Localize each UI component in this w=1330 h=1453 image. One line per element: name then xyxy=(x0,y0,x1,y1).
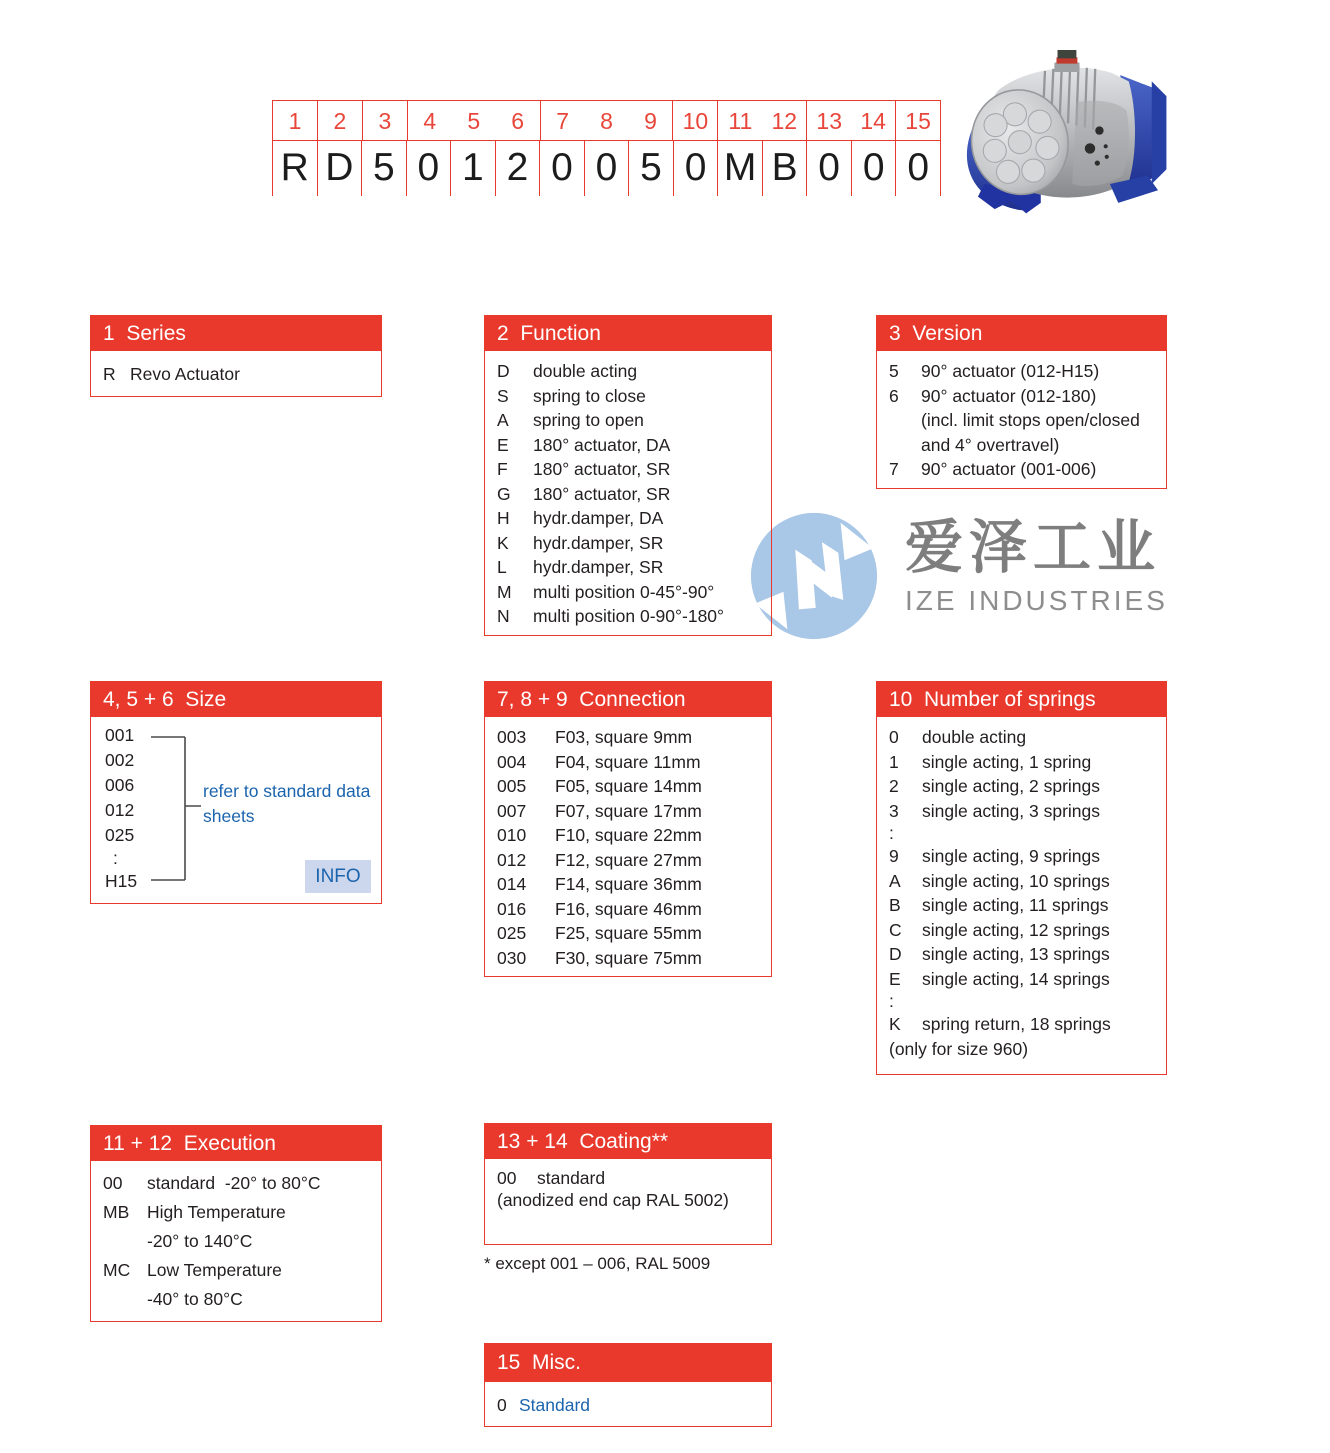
option-description: F12, square 27mm xyxy=(555,849,702,870)
option-code: 7 xyxy=(889,459,899,479)
size-code: 002 xyxy=(105,750,135,770)
option-code: 00 xyxy=(103,1173,123,1193)
option-description: F16, square 46mm xyxy=(555,898,702,919)
code-character: 0 xyxy=(852,141,897,196)
option-row xyxy=(485,384,771,409)
position-number: 12 xyxy=(762,101,807,140)
option-description: single acting, 13 springs xyxy=(922,944,1110,964)
box-springs-title: 10 Number of springs xyxy=(877,682,1166,717)
position-number: 2 xyxy=(318,101,363,140)
code-character: R xyxy=(273,141,318,196)
position-number: 5 xyxy=(467,108,481,134)
box-execution xyxy=(90,1125,382,1322)
option-code: 004 xyxy=(497,751,527,772)
box-function-body xyxy=(485,351,771,635)
option-code: MB xyxy=(103,1202,130,1222)
option-code: 003 xyxy=(497,727,527,747)
option-code: E xyxy=(497,434,509,455)
bracket-icon xyxy=(147,728,209,890)
option-row xyxy=(91,359,381,390)
option-row xyxy=(485,823,771,848)
option-row xyxy=(91,1285,381,1314)
option-row xyxy=(485,1390,771,1420)
option-code: 005 xyxy=(497,776,527,796)
option-code: 00 xyxy=(497,1168,517,1188)
code-character: B xyxy=(763,141,808,196)
position-number: 14 xyxy=(851,101,896,140)
option-code: B xyxy=(889,895,901,915)
box-execution-body xyxy=(91,1161,381,1320)
option-row xyxy=(485,872,771,897)
watermark-chinese: 爱泽工业 xyxy=(905,515,1162,580)
option-description: (only for size 960) xyxy=(889,1038,1029,1059)
option-code: 012 xyxy=(497,849,527,870)
option-description: F07, square 17mm xyxy=(555,800,702,821)
option-row xyxy=(877,774,1166,799)
option-description: F03, square 9mm xyxy=(555,727,693,747)
option-description xyxy=(922,823,1154,844)
option-description: spring to open xyxy=(533,410,644,430)
option-code: 2 xyxy=(889,776,899,796)
watermark-text xyxy=(905,517,1168,617)
position-number: 3 xyxy=(363,101,408,140)
box-coating-title: 13 + 14 Coating** xyxy=(485,1124,771,1159)
option-description: Low Temperature xyxy=(147,1260,282,1280)
box-function xyxy=(484,315,772,636)
box-coating-body xyxy=(485,1159,771,1217)
option-row xyxy=(877,942,1166,967)
option-row xyxy=(485,799,771,824)
option-code: 0 xyxy=(889,727,899,747)
option-row xyxy=(91,1256,381,1285)
option-description xyxy=(922,991,1154,1012)
option-code: 007 xyxy=(497,800,527,821)
box-springs-body xyxy=(877,717,1166,1067)
option-description: Standard xyxy=(519,1395,591,1415)
option-description: 90° actuator (001-006) xyxy=(921,459,1097,479)
option-row xyxy=(877,1037,1166,1062)
position-number: 8 xyxy=(600,108,613,134)
code-character: 0 xyxy=(585,141,630,196)
option-description: single acting, 1 spring xyxy=(922,751,1092,772)
option-description: F04, square 11mm xyxy=(555,751,701,772)
code-character: 0 xyxy=(807,141,852,196)
box-function-title: 2 Function xyxy=(485,316,771,351)
option-description: multi position 0-45°-90° xyxy=(533,581,715,602)
option-row xyxy=(877,967,1166,992)
option-row xyxy=(877,799,1166,824)
option-code: K xyxy=(497,532,509,553)
option-description: (anodized end cap RAL 5002) xyxy=(497,1190,729,1210)
option-description: single acting, 3 springs xyxy=(922,800,1101,821)
code-character: 5 xyxy=(362,141,407,196)
box-misc xyxy=(484,1343,772,1427)
option-row xyxy=(485,359,771,384)
position-number: 15 xyxy=(905,108,931,134)
box-springs xyxy=(876,681,1167,1075)
position-number: 1 xyxy=(273,101,318,140)
option-code: 014 xyxy=(497,874,527,894)
option-code: A xyxy=(497,410,509,430)
code-characters-row xyxy=(273,141,940,196)
option-description: and 4° overtravel) xyxy=(921,434,1060,455)
option-description: hydr.damper, SR xyxy=(533,532,664,553)
size-code: 001 xyxy=(105,725,135,745)
code-character: 0 xyxy=(674,141,719,196)
option-code: S xyxy=(497,385,509,406)
box-series-title: 1 Series xyxy=(91,316,381,351)
code-character: 0 xyxy=(407,141,452,196)
option-code xyxy=(889,408,921,433)
option-code: : xyxy=(889,823,894,843)
box-connection-body xyxy=(485,717,771,976)
option-row xyxy=(877,1012,1166,1037)
option-code: K xyxy=(889,1014,901,1034)
option-description: standard -20° to 80°C xyxy=(147,1173,321,1193)
option-description: F30, square 75mm xyxy=(555,947,702,968)
option-row xyxy=(877,844,1166,869)
option-code: D xyxy=(889,944,902,964)
code-character: 2 xyxy=(496,141,541,196)
option-row xyxy=(485,774,771,799)
option-code xyxy=(103,1285,147,1314)
box-misc-title: 15 Misc. xyxy=(485,1344,771,1382)
code-character: 1 xyxy=(451,141,496,196)
option-description: double acting xyxy=(922,727,1027,747)
option-row xyxy=(877,869,1166,894)
size-code: H15 xyxy=(105,871,138,891)
option-code: G xyxy=(497,483,511,504)
option-description: single acting, 11 springs xyxy=(922,895,1109,915)
option-description: standard xyxy=(537,1168,606,1188)
option-code xyxy=(889,433,921,458)
box-size-title: 4, 5 + 6 Size xyxy=(91,682,381,717)
option-row xyxy=(485,433,771,458)
option-row xyxy=(485,848,771,873)
option-description: F05, square 14mm xyxy=(555,776,702,796)
option-description: single acting, 9 springs xyxy=(922,846,1101,866)
option-description: single acting, 12 springs xyxy=(922,919,1110,940)
code-character: 0 xyxy=(907,146,930,189)
option-row xyxy=(877,359,1166,384)
box-version xyxy=(876,315,1167,489)
option-description: double acting xyxy=(533,361,638,381)
option-row xyxy=(485,1167,771,1189)
option-code: E xyxy=(889,968,901,989)
option-code: R xyxy=(103,364,116,384)
code-character: 5 xyxy=(629,141,674,196)
option-row xyxy=(91,1227,381,1256)
option-row xyxy=(485,580,771,605)
option-description: 180° actuator, SR xyxy=(533,483,671,504)
option-code: 0 xyxy=(497,1395,507,1415)
position-number: 4 xyxy=(423,108,437,134)
box-version-body xyxy=(877,351,1166,488)
code-character: M xyxy=(718,141,763,196)
option-code: F xyxy=(497,459,508,479)
code-character: D xyxy=(318,141,363,196)
option-row xyxy=(485,482,771,507)
option-code: H xyxy=(497,508,510,528)
actuator-product-image xyxy=(952,50,1184,228)
box-version-title: 3 Version xyxy=(877,316,1166,351)
option-description: single acting, 10 springs xyxy=(922,870,1110,891)
option-row xyxy=(877,408,1166,433)
watermark xyxy=(745,505,1168,647)
option-code xyxy=(103,1227,147,1256)
option-code: D xyxy=(497,361,510,381)
option-description: F25, square 55mm xyxy=(555,923,702,943)
option-description: single acting, 14 springs xyxy=(922,968,1110,989)
option-row xyxy=(91,1169,381,1198)
position-number: 10 xyxy=(673,101,718,140)
position-number: 6 xyxy=(496,101,541,140)
pneumatic-actuator-icon xyxy=(952,50,1184,228)
size-code: : xyxy=(113,848,118,868)
position-numbers-row xyxy=(273,101,940,141)
box-connection xyxy=(484,681,772,977)
option-description: 180° actuator, SR xyxy=(533,459,671,479)
order-code-grid xyxy=(272,100,941,196)
option-code: 025 xyxy=(497,923,527,943)
box-connection-title: 7, 8 + 9 Connection xyxy=(485,682,771,717)
option-row xyxy=(485,946,771,971)
option-row xyxy=(91,1198,381,1227)
option-description: -20° to 140°C xyxy=(147,1231,253,1251)
option-description: F14, square 36mm xyxy=(555,874,702,894)
option-description: (incl. limit stops open/closed xyxy=(921,410,1140,430)
option-row xyxy=(877,725,1166,750)
option-description: multi position 0-90°-180° xyxy=(533,606,725,626)
box-series xyxy=(90,315,382,397)
option-row xyxy=(485,750,771,775)
option-description: spring return, 18 springs xyxy=(922,1014,1111,1034)
size-code: 012 xyxy=(105,800,135,820)
option-code: L xyxy=(497,557,507,577)
option-code: N xyxy=(497,606,510,626)
option-code: MC xyxy=(103,1260,131,1280)
option-code: 030 xyxy=(497,947,527,968)
option-row xyxy=(485,457,771,482)
option-description: -40° to 80°C xyxy=(147,1289,243,1309)
coating-footnote: * except 001 – 006, RAL 5009 xyxy=(484,1254,711,1273)
option-description: hydr.damper, DA xyxy=(533,508,664,528)
size-code: 006 xyxy=(105,775,135,795)
box-coating xyxy=(484,1123,772,1245)
option-row xyxy=(877,918,1166,943)
option-description: Revo Actuator xyxy=(130,364,240,384)
option-code: : xyxy=(889,991,894,1011)
code-character: 0 xyxy=(540,141,585,196)
option-row xyxy=(485,555,771,580)
option-row xyxy=(485,1189,771,1211)
option-description: 90° actuator (012-180) xyxy=(921,385,1097,406)
option-row xyxy=(877,457,1166,482)
option-row xyxy=(485,531,771,556)
box-size-body xyxy=(91,717,381,903)
option-code: 6 xyxy=(889,385,899,406)
box-size xyxy=(90,681,382,904)
position-number: 9 xyxy=(629,101,674,140)
position-number: 13 xyxy=(816,108,843,134)
option-code: M xyxy=(497,581,512,602)
option-row xyxy=(877,893,1166,918)
option-code: C xyxy=(889,919,902,940)
option-row xyxy=(485,897,771,922)
option-description: 90° actuator (012-H15) xyxy=(921,361,1100,381)
option-row xyxy=(485,604,771,629)
option-row xyxy=(485,725,771,750)
option-row xyxy=(877,823,1166,844)
option-description: 180° actuator, DA xyxy=(533,434,671,455)
option-row xyxy=(877,384,1166,409)
option-row xyxy=(877,750,1166,775)
size-code: 025 xyxy=(105,825,135,845)
option-description: hydr.damper, SR xyxy=(533,557,664,577)
option-code: 5 xyxy=(889,361,899,381)
option-code: A xyxy=(889,870,901,891)
option-row xyxy=(485,408,771,433)
option-description: spring to close xyxy=(533,385,646,406)
option-row xyxy=(485,506,771,531)
option-description: single acting, 2 springs xyxy=(922,776,1101,796)
option-description: F10, square 22mm xyxy=(555,825,702,845)
watermark-english: IZE INDUSTRIES xyxy=(905,585,1168,616)
option-code: 010 xyxy=(497,825,527,845)
option-code: 1 xyxy=(889,751,899,772)
info-button[interactable]: INFO xyxy=(305,860,371,893)
option-row xyxy=(485,921,771,946)
box-misc-body xyxy=(485,1382,771,1426)
box-execution-title: 11 + 12 Execution xyxy=(91,1126,381,1161)
option-code: 9 xyxy=(889,846,899,866)
position-number: 7 xyxy=(556,108,569,134)
size-note: refer to standard data sheets xyxy=(203,781,371,826)
option-row xyxy=(877,991,1166,1012)
option-code: 016 xyxy=(497,898,527,919)
option-description: High Temperature xyxy=(147,1202,286,1222)
option-row xyxy=(877,433,1166,458)
box-series-body xyxy=(91,351,381,396)
option-code: 3 xyxy=(889,800,899,821)
position-number: 11 xyxy=(728,108,753,134)
